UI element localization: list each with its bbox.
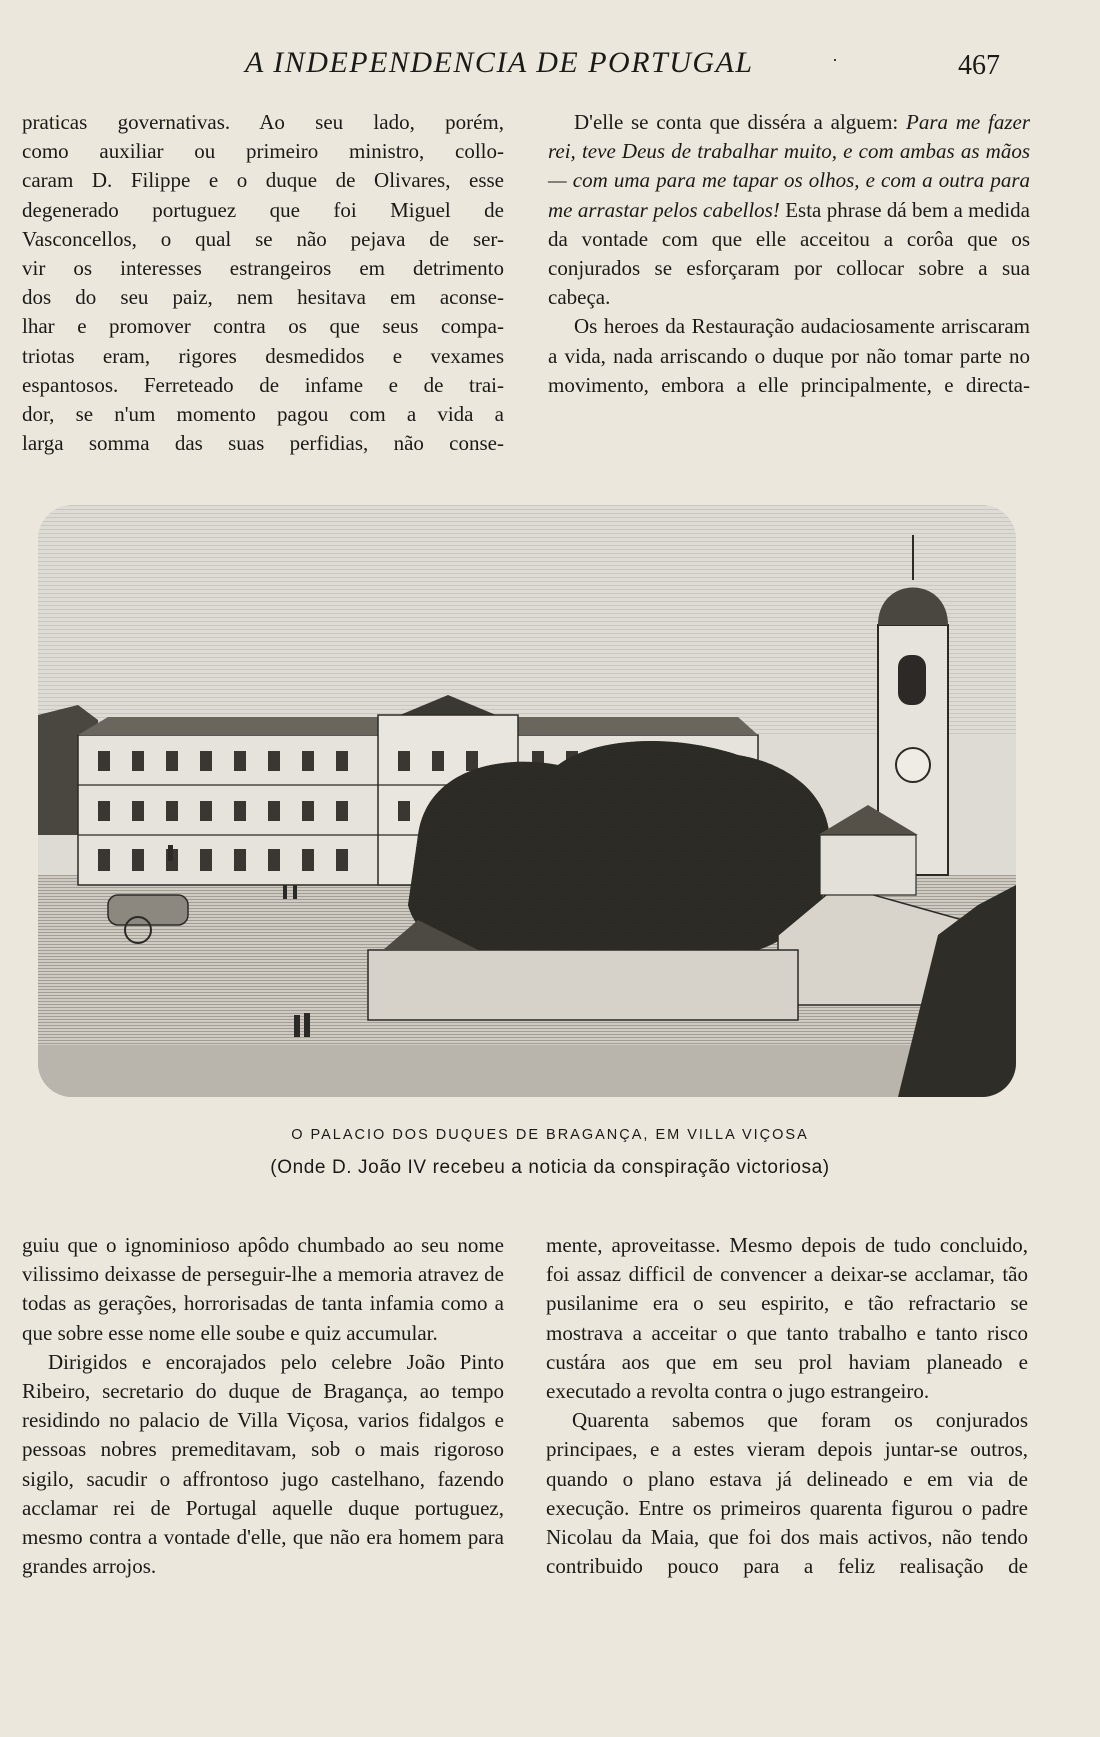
text-line: Vasconcellos, o qual se não pejava de ser- [22, 226, 504, 251]
text-line: lhar e promover contra os que seus compa- [22, 314, 504, 339]
figure-caption-subtitle: (Onde D. João IV recebeu a noticia da conspiração victoriosa) [270, 1157, 830, 1178]
paragraph-lead: D'elle se conta que disséra a alguem: [574, 110, 899, 134]
palace-engraving-picture [38, 505, 1016, 1097]
running-title: A INDEPENDENCIA DE PORTUGAL [245, 46, 754, 79]
text-line: espantosos. Ferreteado de infame e de trai- [22, 372, 504, 397]
text-line: degenerado portuguez que foi Miguel de [22, 197, 504, 222]
text-line: vir os interesses estrangeiros em detrimento [22, 256, 504, 281]
text-line: como auxiliar ou primeiro ministro, collo- [22, 139, 504, 164]
figure-caption-title: O PALACIO DOS DUQUES DE BRAGANÇA, EM VILLA VIÇOSA [291, 1127, 809, 1143]
king-quote: Para me fazer rei, teve Deus de trabalhar muito, e com ambas as mãos — com uma para me tapar os olhos, e com a outra para me arrastar pelos cabellos! [548, 110, 1030, 222]
running-separator: · [832, 50, 838, 70]
paragraph [548, 108, 1030, 312]
text-line: larga somma das suas perfidias, não conse- [22, 431, 504, 456]
running-head [0, 46, 1100, 90]
top-right-column [548, 108, 1030, 400]
text-line: dos do seu paiz, nem hesitava em aconse- [22, 285, 504, 310]
top-left-column [22, 108, 504, 458]
text-line: dor, se n'um momento pagou com a vida a [22, 402, 504, 427]
paragraph: guiu que o ignominioso apôdo chumbado ao seu nome vilissimo deixasse de perseguir-lhe a memoria atravez de todas as gerações, horrorisadas de tanta infamia como a que sobre esse nome elle soube e quiz accumular. [22, 1233, 504, 1345]
palace-engraving [38, 505, 1016, 1097]
page-number: 467 [958, 50, 1000, 81]
paragraph: Quarenta sabemos que foram os conjurados principaes, e a estes vieram depois juntar-se outros, quando o plano estava já delineado e em via de execução. Entre os primeiros quarenta figurou o padre Nicolau da Maia, que foi dos mais activos, não tendo contribuido pouco para a feliz realisação de [546, 1408, 1028, 1579]
paragraph: Dirigidos e encorajados pelo celebre João Pinto Ribeiro, secretario do duque de Bragança, ao tempo residindo no palacio de Villa Viçosa, varios fidalgos e pessoas nobres premeditavam, sob o mais rigoroso sigilo, sacudir o affrontoso jugo castelhano, fazendo acclamar rei de Portugal aquelle duque portuguez, mesmo contra a vontade d'elle, que não era homem para grandes arrojos. [22, 1349, 504, 1579]
text-line: caram D. Filippe e o duque de Olivares, esse [22, 168, 504, 193]
text-line: praticas governativas. Ao seu lado, porém, [22, 110, 504, 134]
text-line: triotas eram, rigores desmedidos e vexames [22, 343, 504, 368]
paragraph: mente, aproveitasse. Mesmo depois de tudo concluido, foi assaz difficil de convencer a deixar-se acclamar, tão pusilanime era o seu espirito, e tão refractario se mostrava a acceitar o que tanto trabalho e tanto risco custára aos que em seu prol haviam planeado e executado a revolta contra o jugo estrangeiro. [546, 1233, 1028, 1404]
bottom-right-column [546, 1231, 1028, 1581]
paragraph: Os heroes da Restauração audaciosamente arriscaram a vida, nada arriscando o duque por não tomar parte no movimento, embora a elle principalmente, e directa- [548, 314, 1030, 397]
bottom-left-column [22, 1231, 504, 1581]
paragraph-text: Esta phrase dá bem a medida da vontade com que elle acceitou a corôa que os conjurados se esforçaram por collocar sobre a sua cabeça. [548, 197, 1030, 310]
